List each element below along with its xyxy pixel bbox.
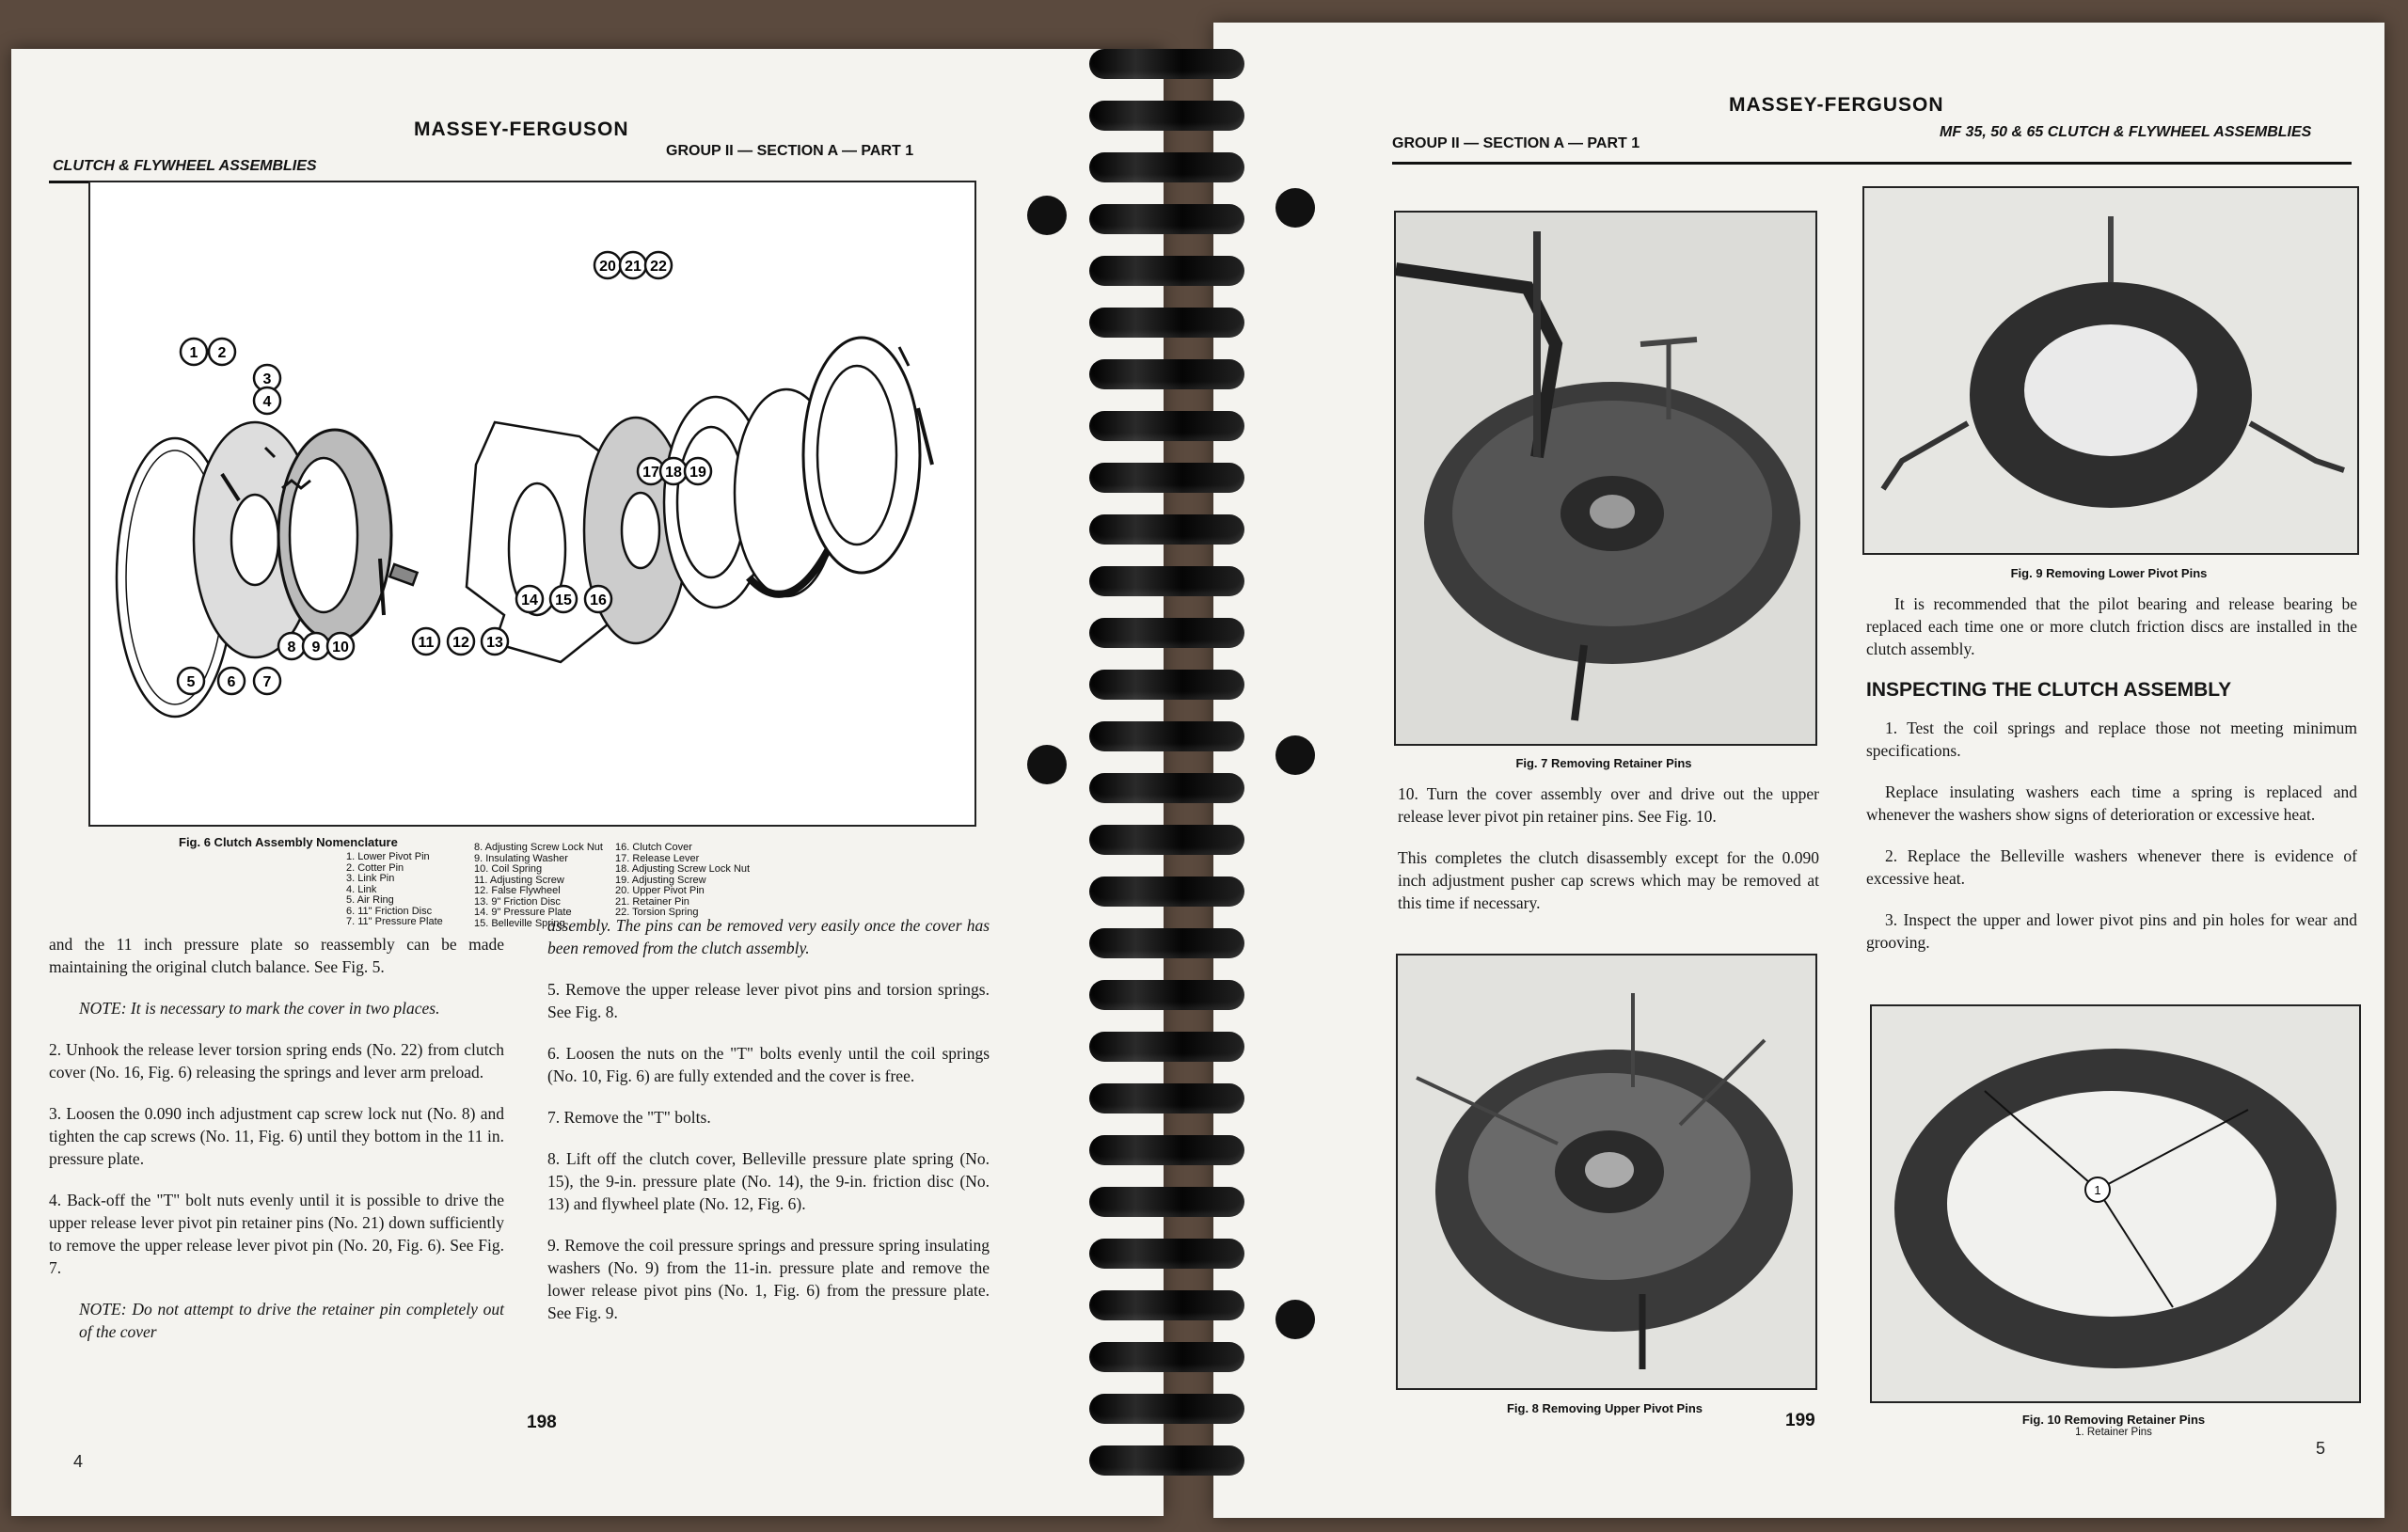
callout-label: 17: [642, 465, 659, 481]
right-page: [1213, 23, 2384, 1518]
right-center-page-number: 199: [1785, 1411, 1815, 1430]
step-8: 8. Lift off the clutch cover, Belleville pressure plate spring (No. 15), the 9-in. pressure plate (No. 14), the 9-in. friction disc (No. 13) and flywheel plate (No. 12, Fig. 6).: [547, 1149, 990, 1213]
fig10-photo: [1870, 1004, 2361, 1403]
callout-label: 5: [186, 674, 196, 690]
binding-loop-icon: [1089, 566, 1244, 596]
callout-label: 16: [590, 592, 607, 608]
legend-item: 2. Cotter Pin: [346, 861, 404, 874]
punch-hole-icon: [1027, 196, 1067, 235]
callout-label: 10: [332, 640, 349, 655]
note-continued: assembly. The pins can be removed very easily once the cover has been removed from the clutch assembly.: [547, 916, 990, 957]
step-3: 3. Loosen the 0.090 inch adjustment cap screw lock nut (No. 8) and tighten the cap screws (No. 11, Fig. 6) until they bottom in the 11 in. pressure plate.: [49, 1104, 504, 1168]
para-balance: and the 11 inch pressure plate so reassembly can be made maintaining the original clutch balance. See Fig. 5.: [49, 935, 504, 976]
inspecting-heading: INSPECTING THE CLUTCH ASSEMBLY: [1866, 679, 2232, 701]
binding-loop-icon: [1089, 359, 1244, 389]
legend-item: 12. False Flywheel: [474, 885, 561, 896]
clutch-cover-part: [803, 338, 920, 573]
left-center-page-number: 198: [527, 1413, 557, 1432]
inspect-step-1b: Replace insulating washers each time a spring is replaced and whenever the washers show signs of deterioration or excessive heat.: [1866, 782, 2357, 824]
binding-loop-icon: [1089, 1032, 1244, 1062]
binding-loop-icon: [1089, 825, 1244, 855]
callout-label: 21: [625, 259, 642, 275]
legend-item: 6. 11" Friction Disc: [346, 905, 433, 917]
binding-loop-icon: [1089, 256, 1244, 286]
callout-label: 11: [418, 635, 435, 651]
binding-loop-icon: [1089, 1290, 1244, 1320]
fig8-caption: Fig. 8 Removing Upper Pivot Pins: [1506, 1401, 1703, 1415]
clutch-exploded-drawing: [90, 182, 974, 825]
callout-21: [620, 252, 646, 278]
callout-label: 13: [486, 635, 503, 651]
legend-item: 15. Belleville Spring: [474, 917, 565, 929]
binding-loop-icon: [1089, 308, 1244, 338]
fig6-exploded-diagram: [88, 181, 976, 827]
legend-item: 8. Adjusting Screw Lock Nut: [474, 842, 603, 853]
left-section-title: CLUTCH & FLYWHEEL ASSEMBLIES: [53, 158, 317, 174]
para-disassembly-complete: This completes the clutch disassembly except for the 0.090 inch adjustment pusher cap screws which may be removed at this time if necessary.: [1398, 848, 1819, 912]
binding-loop-icon: [1089, 1445, 1244, 1476]
legend-item: 11. Adjusting Screw: [474, 874, 564, 886]
binding-loop-icon: [1089, 49, 1244, 79]
legend-item: 22. Torsion Spring: [615, 907, 699, 918]
callout-15: [550, 586, 577, 612]
inspect-step-2: 2. Replace the Belleville washers whenever there is evidence of excessive heat.: [1866, 846, 2357, 888]
fig8-clutch-illustration: [1398, 956, 1815, 1388]
right-text-column-1: [1398, 782, 1819, 933]
callout-label: 12: [452, 635, 469, 651]
legend-item: 18. Adjusting Screw Lock Nut: [615, 863, 751, 875]
callout-11: [413, 628, 439, 655]
callout-label: 15: [555, 592, 572, 608]
punch-hole-icon: [1275, 1300, 1315, 1339]
legend-item: 10. Coil Spring: [474, 863, 543, 875]
binding-loop-icon: [1089, 928, 1244, 958]
note-retainer-pin: NOTE: Do not attempt to drive the retainer pin completely out of the cover: [79, 1300, 504, 1341]
fig10-callout-label: 1: [2094, 1183, 2101, 1197]
binding-loop-icon: [1089, 101, 1244, 131]
step-6: 6. Loosen the nuts on the "T" bolts evenly until the coil springs (No. 10, Fig. 6) are fully extended and the cover is free.: [547, 1044, 990, 1085]
right-section-title: MF 35, 50 & 65 CLUTCH & FLYWHEEL ASSEMBLIES: [1940, 124, 2312, 140]
fig8-photo: [1396, 954, 1817, 1390]
callout-8: [278, 633, 305, 659]
fig7-photo: [1394, 211, 1817, 746]
fig7-clutch-illustration: [1396, 213, 1815, 744]
binding-loop-icon: [1089, 1135, 1244, 1165]
fig10-cover-illustration: [1872, 1006, 2359, 1401]
left-group-label: GROUP II — SECTION A — PART 1: [666, 143, 914, 159]
step-10: 10. Turn the cover assembly over and drive out the upper release lever pivot pin retainer pins. See Fig. 10.: [1398, 784, 1819, 826]
fig6-caption: Fig. 6 Clutch Assembly Nomenclature: [179, 835, 398, 849]
callout-label: 20: [599, 259, 616, 275]
right-corner-page-number: 5: [2316, 1439, 2326, 1458]
step-9: 9. Remove the coil pressure springs and pressure spring insulating washers (No. 9) from the 11-in. pressure plate and remove the lower release pivot pins (No. 1, Fig. 6) from the pressure plate. See Fig. 9.: [547, 1236, 990, 1322]
legend-item: 4. Link: [346, 883, 377, 895]
binding-loop-icon: [1089, 773, 1244, 803]
legend-item: 16. Clutch Cover: [615, 842, 692, 853]
step-7: 7. Remove the "T" bolts.: [547, 1108, 711, 1127]
binding-loop-icon: [1089, 463, 1244, 493]
binding-loop-icon: [1089, 670, 1244, 700]
callout-label: 22: [650, 259, 667, 275]
left-text-column-1: [49, 933, 504, 1362]
binding-loop-icon: [1089, 204, 1244, 234]
callout-label: 19: [689, 465, 706, 481]
legend-item: 3. Link Pin: [346, 873, 395, 884]
callout-19: [685, 458, 711, 484]
callout-18: [660, 458, 687, 484]
punch-hole-icon: [1275, 735, 1315, 775]
binding-loop-icon: [1089, 514, 1244, 545]
binding-loop-icon: [1089, 980, 1244, 1010]
binding-loop-icon: [1089, 721, 1244, 751]
callout-13: [482, 628, 508, 655]
legend-item: 1. Lower Pivot Pin: [346, 851, 430, 862]
legend-item: 21. Retainer Pin: [615, 895, 689, 908]
binding-loop-icon: [1089, 1342, 1244, 1372]
legend-item: 14. 9" Pressure Plate: [474, 907, 572, 918]
step-4: 4. Back-off the "T" bolt nuts evenly until it is possible to drive the upper release lever pivot pin retainer pins (No. 21) down sufficiently to remove the upper release lever pivot pin (No. 20, Fig. 6). See Fig. 7.: [49, 1191, 504, 1277]
binding-loop-icon: [1089, 1239, 1244, 1269]
callout-16: [585, 586, 611, 612]
inspect-step-1: 1. Test the coil springs and replace those not meeting minimum specifications.: [1866, 719, 2357, 760]
fig10-caption-title: Fig. 10 Removing Retainer Pins: [2021, 1413, 2206, 1427]
callout-7: [254, 668, 280, 694]
fig10-caption: [1870, 1413, 2357, 1438]
binding-loop-icon: [1089, 1394, 1244, 1424]
callout-4: [254, 387, 280, 414]
callout-14: [516, 586, 543, 612]
callout-label: 4: [262, 394, 272, 410]
left-text-column-2: [547, 914, 990, 1343]
callout-label: 1: [189, 345, 198, 361]
callout-10: [327, 633, 354, 659]
callout-2: [209, 339, 235, 365]
callout-label: 6: [227, 674, 236, 690]
callout-label: 14: [521, 592, 538, 608]
binding-loop-icon: [1089, 152, 1244, 182]
left-corner-page-number: 4: [73, 1452, 84, 1471]
callout-label: 3: [262, 371, 272, 387]
binding-loop-icon: [1089, 411, 1244, 441]
callout-label: 7: [262, 674, 272, 690]
right-brand: MASSEY-FERGUSON: [1729, 94, 1944, 116]
binding-loop-icon: [1089, 877, 1244, 907]
fig10-caption-sub: 1. Retainer Pins: [2075, 1427, 2152, 1438]
legend-item: 17. Release Lever: [615, 852, 700, 864]
fig7-caption: Fig. 7 Removing Retainer Pins: [1515, 756, 1692, 770]
callout-9: [303, 633, 329, 659]
callout-label: 9: [311, 640, 321, 655]
callout-label: 2: [217, 345, 227, 361]
callout-6: [218, 668, 245, 694]
callout-label: 8: [287, 640, 296, 655]
left-page: [11, 49, 1164, 1516]
callout-5: [178, 668, 204, 694]
legend-item: 19. Adjusting Screw: [615, 874, 706, 886]
right-group-label: GROUP II — SECTION A — PART 1: [1392, 135, 1640, 151]
punch-hole-icon: [1027, 745, 1067, 784]
right-header-rule: [1392, 162, 2352, 165]
right-text-column-2: [1866, 592, 2357, 972]
step-2: 2. Unhook the release lever torsion spring ends (No. 22) from clutch cover (No. 16, Fig. 6) releasing the springs and lever arm preload.: [49, 1040, 504, 1082]
note-mark-cover: NOTE: It is necessary to mark the cover in two places.: [79, 999, 440, 1018]
binding-loop-icon: [1089, 1187, 1244, 1217]
fig9-photo: [1862, 186, 2359, 555]
legend-item: 7. 11" Pressure Plate: [346, 916, 443, 927]
binding-loop-icon: [1089, 618, 1244, 648]
step-5: 5. Remove the upper release lever pivot pins and torsion springs. See Fig. 8.: [547, 980, 990, 1021]
inspect-step-3: 3. Inspect the upper and lower pivot pins and pin holes for wear and grooving.: [1866, 910, 2357, 952]
callout-22: [645, 252, 672, 278]
legend-item: 20. Upper Pivot Pin: [615, 885, 705, 896]
callout-1: [181, 339, 207, 365]
fig9-pressure-plate-illustration: [1864, 188, 2357, 553]
binding-loop-icon: [1089, 1083, 1244, 1113]
callout-20: [594, 252, 621, 278]
para-pilot-bearing: It is recommended that the pilot bearing and release bearing be replaced each time one or more clutch friction discs are installed in the clutch assembly.: [1866, 594, 2357, 658]
legend-item: 13. 9" Friction Disc: [474, 895, 561, 908]
callout-12: [448, 628, 474, 655]
legend-item: 5. Air Ring: [346, 894, 394, 906]
punch-hole-icon: [1275, 188, 1315, 228]
callout-label: 18: [665, 465, 682, 481]
legend-column-3: [615, 843, 750, 919]
left-brand: MASSEY-FERGUSON: [414, 118, 629, 140]
fig9-caption: Fig. 9 Removing Lower Pivot Pins: [2010, 566, 2208, 580]
legend-item: 9. Insulating Washer: [474, 852, 568, 864]
legend-column-1: [346, 852, 443, 928]
